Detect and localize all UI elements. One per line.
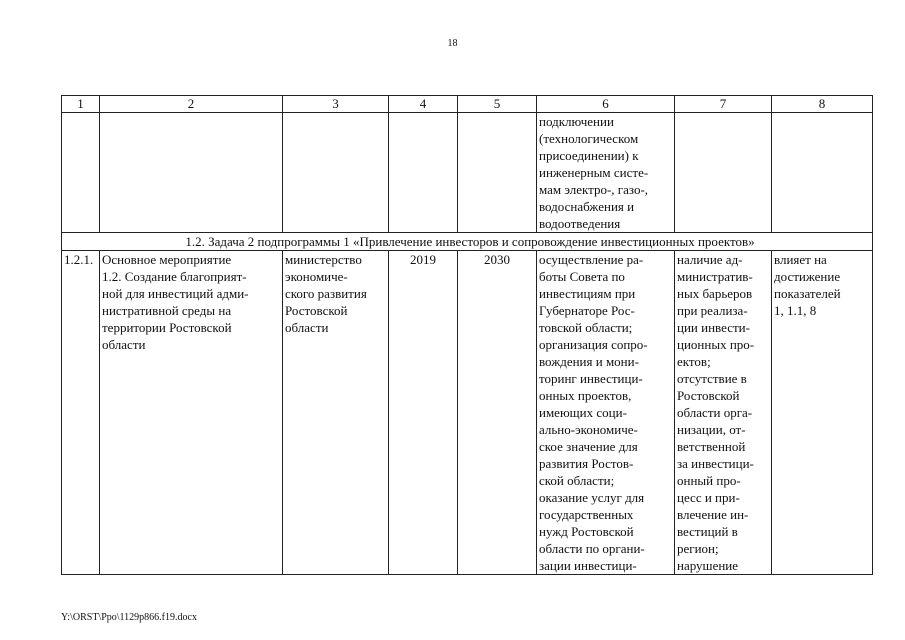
header-row xyxy=(62,96,873,113)
text-line: показателей xyxy=(774,286,841,301)
text-line: нистративной среды на xyxy=(102,303,232,318)
text-line: ской области; xyxy=(539,473,615,488)
text-line: развития Ростов- xyxy=(539,456,634,471)
text-line: наличие ад- xyxy=(677,252,743,267)
header-cell: 5 xyxy=(458,96,537,113)
text-line: низации, от- xyxy=(677,422,746,437)
table-cell xyxy=(62,113,100,233)
text-line: организация сопро- xyxy=(539,337,648,352)
table-cell xyxy=(283,113,389,233)
text-line: (технологическом xyxy=(539,131,639,146)
header-cell: 3 xyxy=(283,96,389,113)
text-line: области xyxy=(285,320,329,335)
table-cell xyxy=(772,113,873,233)
item-start-year: 2019 xyxy=(389,251,458,575)
header-cell: 4 xyxy=(389,96,458,113)
text-line: боты Совета по xyxy=(539,269,625,284)
text-line: имеющих соци- xyxy=(539,405,627,420)
program-table xyxy=(61,95,873,575)
text-line: ское значение для xyxy=(539,439,638,454)
item-executor xyxy=(283,251,389,575)
text-line: онный про- xyxy=(677,473,741,488)
task-row xyxy=(62,233,873,251)
text-line: цесс и при- xyxy=(677,490,740,505)
text-line: торинг инвестици- xyxy=(539,371,643,386)
text-line: ных барьеров xyxy=(677,286,753,301)
text-line: вождения и мони- xyxy=(539,354,639,369)
table-cell xyxy=(100,113,283,233)
text-line: 1.2. Создание благоприят- xyxy=(102,269,247,284)
text-line: министратив- xyxy=(677,269,753,284)
text-line: области xyxy=(102,337,146,352)
text-line: водоснабжения и xyxy=(539,199,635,214)
text-line: министерство xyxy=(285,252,362,267)
page-number: 18 xyxy=(447,38,458,49)
text-line: онных проектов, xyxy=(539,388,632,403)
table-cell xyxy=(675,113,772,233)
text-line: области орга- xyxy=(677,405,753,420)
text-line: ветственной xyxy=(677,439,746,454)
item-consequences xyxy=(675,251,772,575)
text-line: влияет на xyxy=(774,252,827,267)
text-line: инвестициям при xyxy=(539,286,636,301)
text-line: инженерным систе- xyxy=(539,165,649,180)
text-line: подключении xyxy=(539,114,614,129)
text-line: осуществление ра- xyxy=(539,252,644,267)
text-line: отсутствие в xyxy=(677,371,747,386)
item-indicator-link xyxy=(772,251,873,575)
table-cell xyxy=(389,113,458,233)
header-cell: 6 xyxy=(537,96,675,113)
text-line: ально-экономиче- xyxy=(539,422,638,437)
text-line: территории Ростовской xyxy=(102,320,232,335)
text-line: ной для инвестиций адми- xyxy=(102,286,249,301)
text-line: Губернаторе Рос- xyxy=(539,303,635,318)
text-line: нарушение xyxy=(677,558,739,573)
text-line: мам электро-, газо-, xyxy=(539,182,649,197)
task-heading: 1.2. Задача 2 подпрограммы 1 «Привлечение инвесторов и сопровождение инвестиционных проектов» xyxy=(62,233,873,251)
text-line: оказание услуг для xyxy=(539,490,645,505)
continuation-result-cell xyxy=(537,113,675,233)
text-line: ции инвести- xyxy=(677,320,750,335)
text-line: государственных xyxy=(539,507,634,522)
text-line: Ростовской xyxy=(285,303,348,318)
text-line: нужд Ростовской xyxy=(539,524,634,539)
item-end-year: 2030 xyxy=(458,251,537,575)
item-number: 1.2.1. xyxy=(62,251,100,575)
table-cell xyxy=(458,113,537,233)
text-line: зации инвестици- xyxy=(539,558,637,573)
header-cell: 2 xyxy=(100,96,283,113)
text-line: при реализа- xyxy=(677,303,748,318)
text-line: Основное мероприятие xyxy=(102,252,232,267)
text-line: вестиций в xyxy=(677,524,738,539)
header-cell: 8 xyxy=(772,96,873,113)
continuation-row xyxy=(62,113,873,233)
text-line: области по органи- xyxy=(539,541,645,556)
text-line: достижение xyxy=(774,269,841,284)
header-cell: 1 xyxy=(62,96,100,113)
text-line: влечение ин- xyxy=(677,507,749,522)
header-cell: 7 xyxy=(675,96,772,113)
text-line: 1, 1.1, 8 xyxy=(774,303,817,318)
text-line: товской области; xyxy=(539,320,633,335)
item-result xyxy=(537,251,675,575)
file-path-footer: Y:\ORST\Ppo\1129p866.f19.docx xyxy=(61,612,197,623)
text-line: Ростовской xyxy=(677,388,740,403)
item-name xyxy=(100,251,283,575)
text-line: присоединении) к xyxy=(539,148,639,163)
item-row xyxy=(62,251,873,575)
text-line: регион; xyxy=(677,541,719,556)
text-line: ционных про- xyxy=(677,337,755,352)
text-line: ектов; xyxy=(677,354,711,369)
text-line: ского развития xyxy=(285,286,367,301)
text-line: экономиче- xyxy=(285,269,348,284)
text-line: за инвестици- xyxy=(677,456,754,471)
text-line: водоотведения xyxy=(539,216,621,231)
